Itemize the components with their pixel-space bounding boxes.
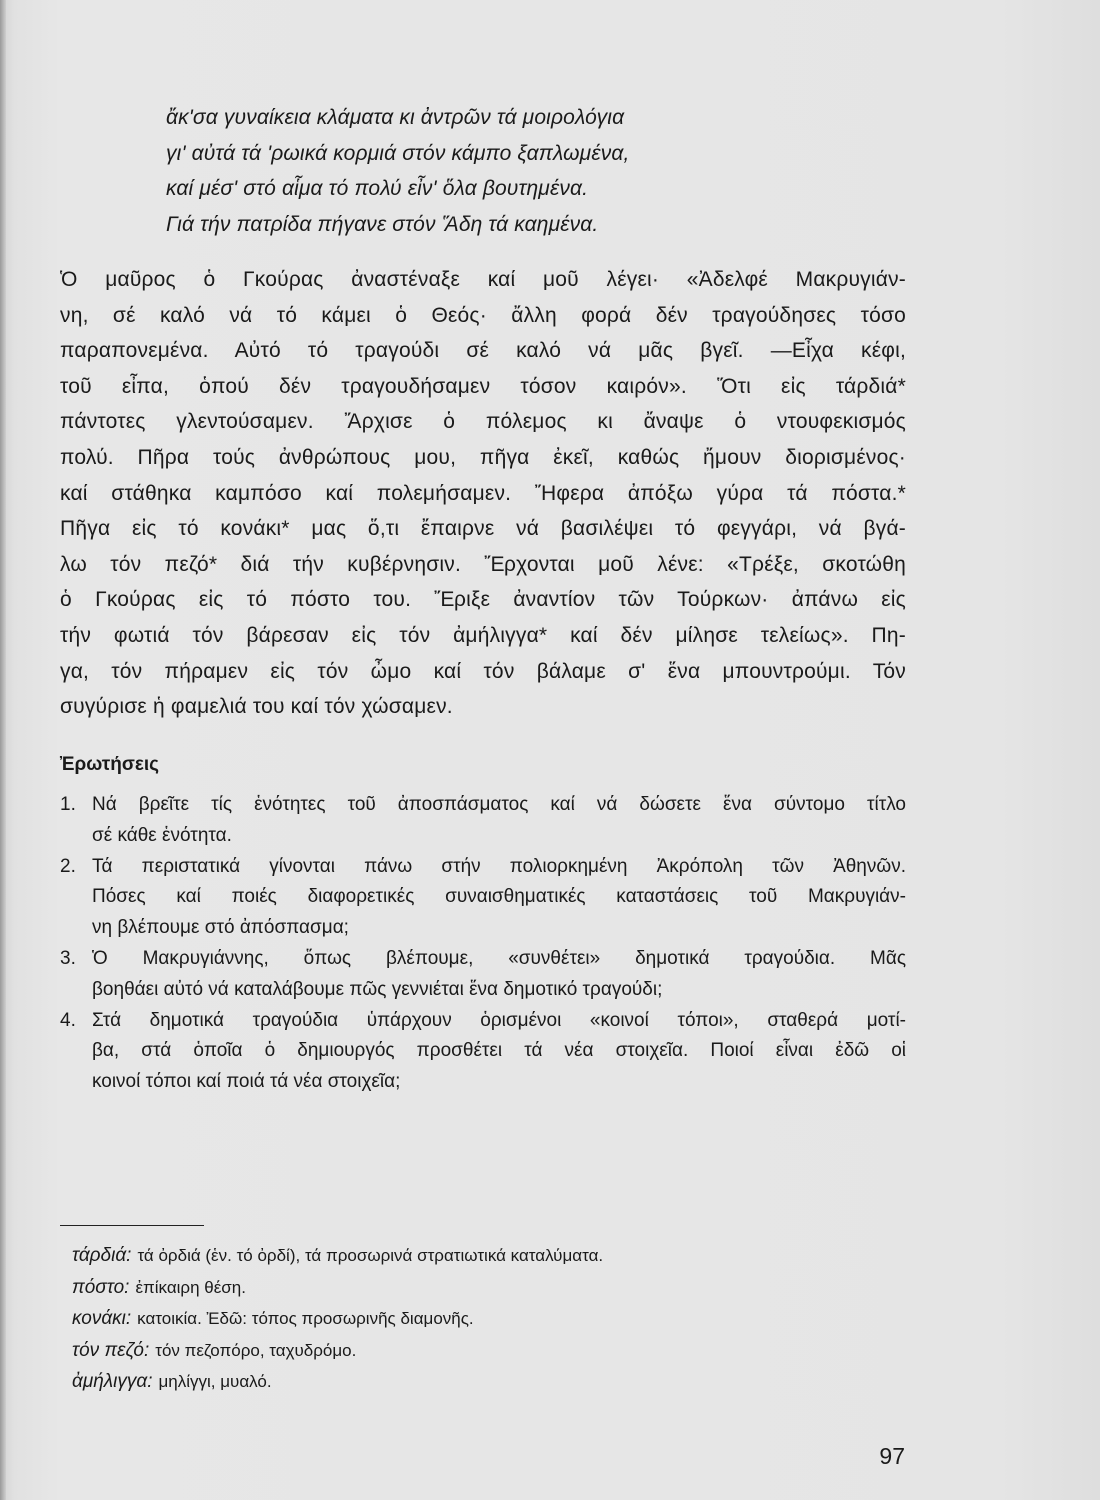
question-item: [60, 852, 906, 944]
footnote-definition: ἐπίκαιρη θέση.: [135, 1277, 246, 1297]
footnote-divider: [60, 1225, 204, 1226]
paragraph-line: νη, σέ καλό νά τό κάμει ὁ Θεός· ἄλλη φορά δέν τραγούδησες τόσο: [60, 303, 906, 327]
question-line: Στά δημοτικά τραγούδια ὑπάρχουν ὁρισμένοι «κοινοί τόποι», σταθερά μοτί-: [92, 1009, 906, 1031]
question-item: [60, 790, 906, 852]
footnote-definition: μηλίγγι, μυαλό.: [158, 1372, 272, 1391]
question-number: 4.: [60, 1009, 76, 1031]
question-line: κοινοί τόποι καί ποιά τά νέα στοιχεῖα;: [92, 1071, 401, 1093]
footnote-entry: [72, 1303, 902, 1335]
footnote-definition: τά ὀρδιά (ἑν. τό ὀρδί), τά προσωρινά στρατιωτικά καταλύματα.: [137, 1246, 604, 1265]
question-line: Πόσες καί ποιές διαφορετικές συναισθηματικές καταστάσεις τοῦ Μακρυγιάν-: [92, 886, 906, 908]
paragraph-line: πάντοτες γλεντούσαμεν. Ἄρχισε ὁ πόλεμος κι ἄναψε ὁ ντουφεκισμός: [60, 410, 906, 434]
footnote-term: πόστο:: [72, 1276, 130, 1298]
question-line: σέ κάθε ἑνότητα.: [92, 824, 232, 846]
question-item: [60, 944, 906, 1006]
paragraph-line: τοῦ εἶπα, ὁπού δέν τραγουδήσαμεν τόσον καιρόν». Ὅτι εἰς τάρδιά*: [60, 374, 906, 398]
page-binding-edge: [0, 0, 6, 1500]
footnote-definition: τόν πεζοπόρο, ταχυδρόμο.: [155, 1340, 357, 1360]
paragraph-line: ὁ Γκούρας εἰς τό πόστο του. Ἔριξε ἀναντίον τῶν Τούρκων· ἀπάνω εἰς: [60, 588, 906, 612]
question-number: 1.: [60, 794, 76, 815]
paragraph-line: λω τόν πεζό* διά τήν κυβέρνησιν. Ἔρχονται μοῦ λένε: «Τρέξε, σκοτώθη: [60, 552, 906, 576]
paragraph-line: παραπονεμένα. Αὐτό τό τραγούδι σέ καλό νά μᾶς βγεῖ. —Εἶχα κέφι,: [60, 339, 906, 363]
page-number: 97: [879, 1443, 905, 1469]
footnote-definition: κατοικία. Ἐδῶ: τόπος προσωρινῆς διαμονῆς.: [137, 1309, 474, 1328]
paragraph-line: Πῆγα εἰς τό κονάκι* μας ὅ,τι ἔπαιρνε νά βασιλέψει τό φεγγάρι, νά βγά-: [60, 517, 906, 541]
poem-line: Γιά τήν πατρίδα πήγανε στόν Ἅδη τά καημένα.: [166, 212, 599, 236]
footnote-term: ἀμήλιγγα:: [72, 1371, 153, 1392]
footnote-entry: [72, 1272, 902, 1304]
paragraph-line: τήν φωτιά τόν βάρεσαν εἰς τόν ἀμήλιγγα* καί δέν μίλησε τελείως». Πη-: [60, 623, 906, 647]
paragraph-line: γα, τόν πήραμεν εἰς τόν ὦμο καί τόν βάλαμε σ' ἕνα μπουντρούμι. Τόν: [60, 659, 906, 683]
questions-heading: Ἐρωτήσεις: [60, 754, 160, 775]
paragraph-line: πολύ. Πῆρα τούς ἀνθρώπους μου, πῆγα ἐκεῖ, καθώς ἤμουν διορισμένος·: [60, 445, 906, 469]
poem-line: καί μέσ' στό αἷμα τό πολύ εἶν' ὅλα βουτημένα.: [166, 177, 589, 200]
footnote-term: τάρδιά:: [72, 1245, 132, 1266]
glossary-footnotes: [72, 1240, 902, 1398]
narrative-paragraph: [60, 262, 906, 725]
question-line: Ὁ Μακρυγιάννης, ὅπως βλέπουμε, «συνθέτει» δημοτικά τραγούδια. Μᾶς: [92, 947, 906, 969]
question-line: Τά περιστατικά γίνονται πάνω στήν πολιορκημένη Ἀκρόπολη τῶν Ἀθηνῶν.: [92, 855, 906, 877]
footnote-entry: [72, 1240, 902, 1272]
paragraph-line: Ὁ μαῦρος ὁ Γκούρας ἀναστέναξε καί μοῦ λέγει· «Ἀδελφέ Μακρυγιάν-: [60, 268, 906, 291]
poem-verse: [166, 100, 926, 242]
footnote-term: τόν πεζό:: [72, 1339, 150, 1361]
paragraph-line: καί στάθηκα καμπόσο καί πολεμήσαμεν. Ἤφερα ἀπόξω γύρα τά πόστα.*: [60, 481, 906, 505]
footnote-entry: [72, 1366, 902, 1398]
question-item: [60, 1006, 906, 1098]
question-number: 2.: [60, 855, 76, 877]
footnote-term: κονάκι:: [72, 1308, 132, 1329]
poem-line: ἄκ'σα γυναίκεια κλάματα κι ἀντρῶν τά μοιρολόγια: [166, 106, 625, 129]
question-number: 3.: [60, 947, 76, 969]
question-line: Νά βρεῖτε τίς ἑνότητες τοῦ ἀποσπάσματος καί νά δώσετε ἕνα σύντομο τίτλο: [92, 794, 906, 815]
question-line: βοηθάει αὐτό νά καταλάβουμε πῶς γεννιέται ἕνα δημοτικό τραγούδι;: [92, 978, 663, 1000]
question-line: βα, στά ὁποῖα ὁ δημιουργός προσθέτει τά νέα στοιχεῖα. Ποιοί εἶναι ἐδῶ οἱ: [92, 1040, 906, 1062]
question-line: νη βλέπουμε στό ἀπόσπασμα;: [92, 917, 349, 939]
footnote-entry: [72, 1335, 902, 1367]
poem-line: γι' αὐτά τά 'ρωικά κορμιά στόν κάμπο ξαπλωμένα,: [166, 141, 630, 165]
questions-list: [60, 790, 906, 1098]
paragraph-line: συγύρισε ἡ φαμελιά του καί τόν χώσαμεν.: [60, 695, 453, 719]
